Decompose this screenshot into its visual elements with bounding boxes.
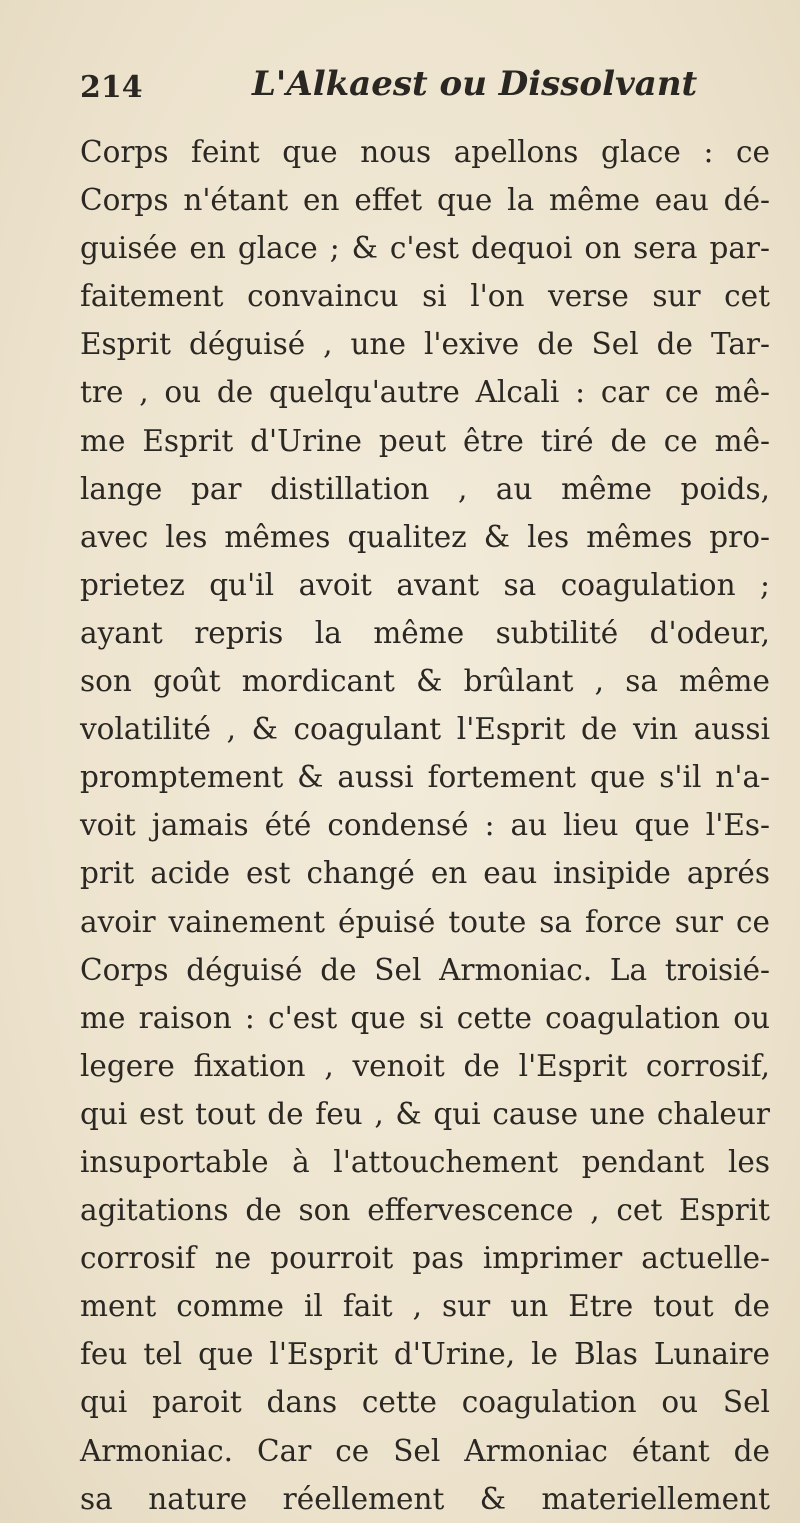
text-line: guisée en glace ; & c'est dequoi on sera par- bbox=[80, 231, 770, 266]
text-line: ment comme il fait , sur un Etre tout de bbox=[80, 1289, 770, 1324]
text-line: voit jamais été condensé : au lieu que l'Es- bbox=[80, 808, 770, 843]
text-line: avoir vainement épuisé toute sa force sur ce bbox=[80, 904, 770, 939]
text-line: qui paroit dans cette coagulation ou Sel bbox=[80, 1385, 770, 1420]
text-line: tre , ou de quelqu'autre Alcali : car ce mê- bbox=[80, 375, 770, 410]
running-title: L'Alkaest ou Dissolvant bbox=[252, 64, 698, 104]
text-line: ayant repris la même subtilité d'odeur, bbox=[80, 615, 770, 650]
text-line: qui est tout de feu , & qui cause une chaleur bbox=[80, 1096, 770, 1131]
text-line: me Esprit d'Urine peut être tiré de ce mê- bbox=[80, 423, 770, 458]
text-line: sa nature réellement & materiellement bbox=[80, 1481, 770, 1516]
text-line: corrosif ne pourroit pas imprimer actuelle- bbox=[80, 1241, 770, 1276]
text-line: Corps n'étant en effet que la même eau dé- bbox=[80, 183, 770, 218]
text-line: lange par distillation , au même poids, bbox=[80, 471, 770, 506]
text-line: prit acide est changé en eau insipide aprés bbox=[80, 856, 770, 891]
text-line: Corps feint que nous apellons glace : ce bbox=[80, 135, 770, 169]
text-line: faitement convaincu si l'on verse sur cet bbox=[80, 279, 770, 314]
text-line: avec les mêmes qualitez & les mêmes pro- bbox=[80, 519, 770, 554]
body-text bbox=[80, 128, 770, 1523]
text-line: Armoniac. Car ce Sel Armoniac étant de bbox=[80, 1433, 770, 1468]
text-line: legere fixation , venoit de l'Esprit corrosif, bbox=[80, 1048, 770, 1083]
text-line: agitations de son effervescence , cet Esprit bbox=[80, 1193, 770, 1228]
page-header bbox=[80, 62, 740, 112]
text-line: Esprit déguisé , une l'exive de Sel de Tar- bbox=[80, 327, 770, 362]
text-line: volatilité , & coagulant l'Esprit de vin aussi bbox=[80, 712, 770, 747]
text-line: prietez qu'il avoit avant sa coagulation ; bbox=[80, 567, 770, 602]
text-line: Corps déguisé de Sel Armoniac. La troisié- bbox=[80, 952, 770, 987]
text-line: insuportable à l'attouchement pendant les bbox=[80, 1144, 770, 1179]
text-line: feu tel que l'Esprit d'Urine, le Blas Lunaire bbox=[80, 1337, 770, 1372]
text-line: promptement & aussi fortement que s'il n'a- bbox=[80, 760, 770, 795]
page-number: 214 bbox=[80, 70, 143, 105]
text-line: me raison : c'est que si cette coagulation ou bbox=[80, 1000, 770, 1035]
text-line: son goût mordicant & brûlant , sa même bbox=[80, 664, 770, 699]
